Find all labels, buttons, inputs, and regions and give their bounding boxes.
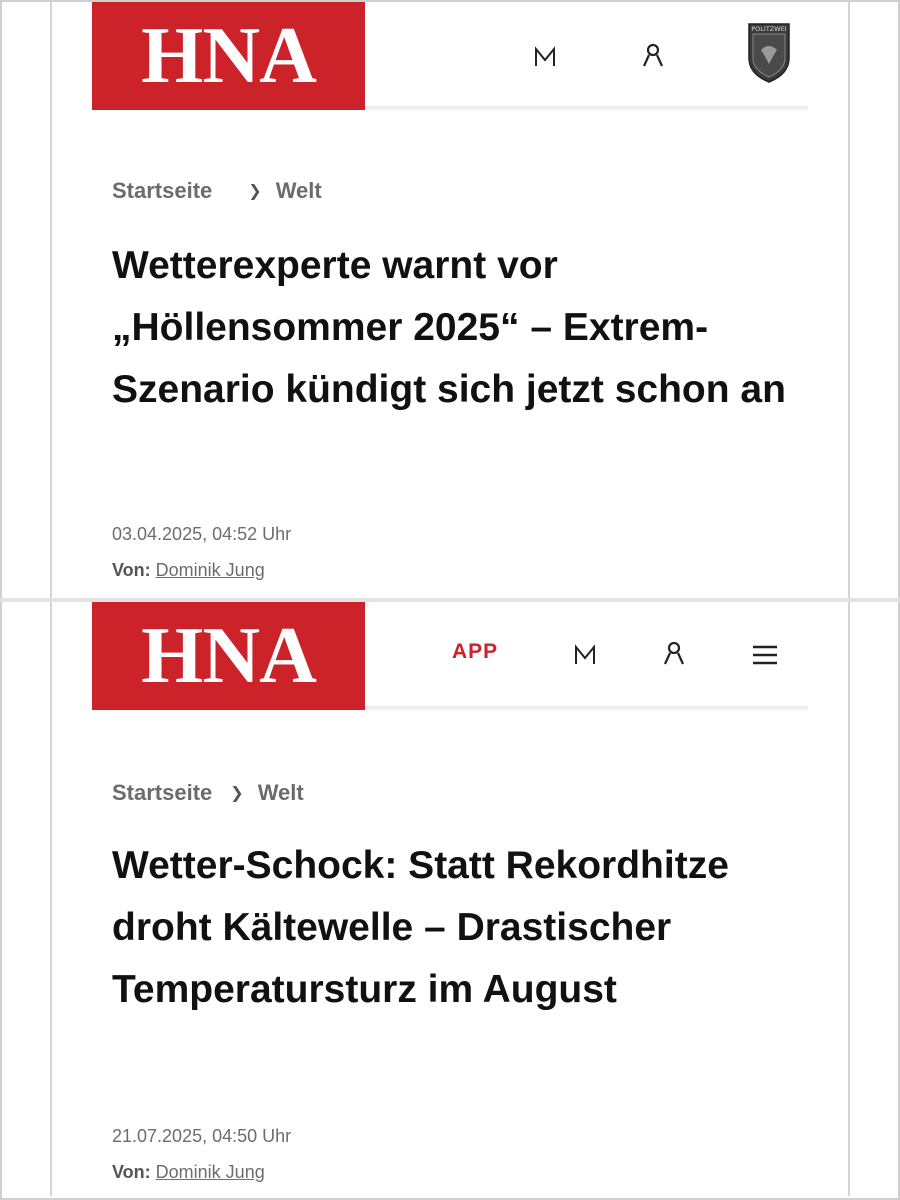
breadcrumb-section[interactable]: Welt — [257, 780, 304, 805]
article-headline: Wetterexperte warnt vor „Höllensommer 2025“ – Extrem-Szenario kündigt sich jetzt schon an — [112, 244, 786, 411]
breadcrumb-home[interactable]: Startseite — [112, 780, 213, 805]
chevron-right-icon: ❯ — [230, 785, 244, 802]
author-line — [112, 560, 265, 581]
publish-date: 03.04.2025, 04:52 Uhr — [112, 524, 292, 544]
chevron-right-icon: ❯ — [248, 183, 262, 200]
author-link[interactable]: Dominik Jung — [155, 560, 265, 580]
breadcrumb-section[interactable]: Welt — [275, 178, 322, 203]
merkur-icon[interactable] — [530, 42, 560, 72]
site-header — [52, 2, 848, 112]
police-badge-icon — [747, 20, 791, 84]
badge-text: POLITZWEI — [751, 25, 787, 33]
header-divider — [365, 706, 808, 712]
header-divider — [365, 106, 808, 112]
menu-icon[interactable] — [750, 640, 780, 670]
user-icon[interactable] — [659, 638, 689, 668]
user-icon[interactable] — [638, 40, 668, 70]
breadcrumb-home[interactable]: Startseite — [112, 178, 213, 203]
breadcrumb — [112, 178, 322, 204]
hna-logo[interactable]: HNA — [92, 602, 365, 710]
site-header — [52, 602, 848, 712]
hna-logo[interactable]: HNA — [92, 2, 365, 110]
breadcrumb — [112, 780, 304, 806]
author-label: Von: — [112, 560, 151, 580]
author-line — [112, 1162, 265, 1183]
article-headline: Wetter-Schock: Statt Rekordhitze droht Kältewelle – Drastischer Temperatursturz im August — [112, 844, 729, 1011]
article-screenshot-1 — [50, 2, 850, 598]
author-link[interactable]: Dominik Jung — [155, 1162, 265, 1182]
merkur-icon[interactable] — [570, 640, 600, 670]
app-link[interactable]: APP — [452, 640, 499, 663]
author-label: Von: — [112, 1162, 151, 1182]
article-screenshot-2 — [50, 602, 850, 1196]
publish-date: 21.07.2025, 04:50 Uhr — [112, 1126, 292, 1146]
